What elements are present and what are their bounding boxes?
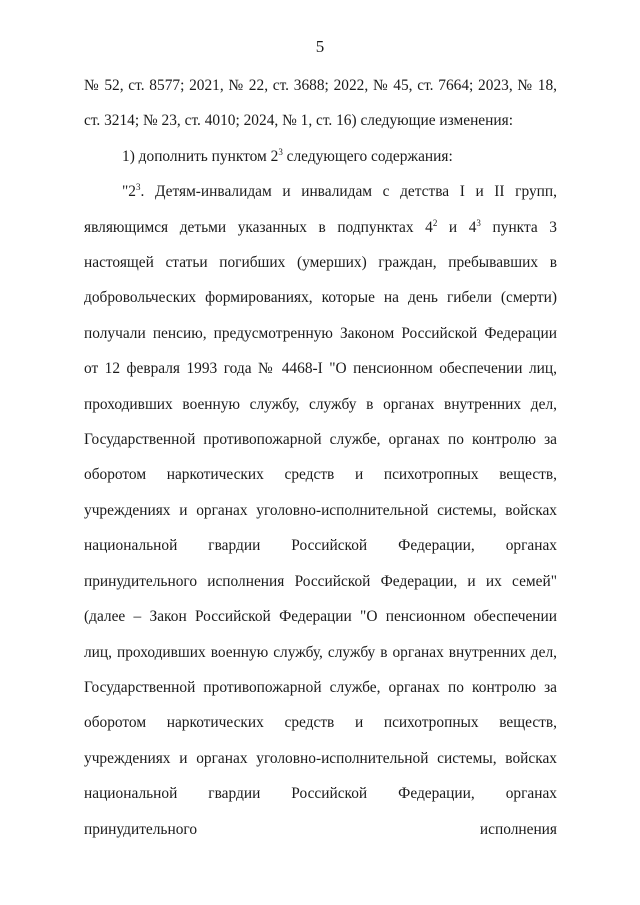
text-run: "2 <box>122 183 136 201</box>
superscript-index: 3 <box>135 182 141 193</box>
superscript-index: 2 <box>432 217 438 228</box>
text-run: . Детям-инвалидам и инвалидам с детства I и II групп, являющимся детьми указанных в подпунктах 4 <box>84 183 557 236</box>
document-body <box>84 68 557 847</box>
text-run: 1) дополнить пунктом 2 <box>122 147 279 165</box>
text-run: № 52, ст. 8577; 2021, № 22, ст. 3688; 2022, № 45, ст. 7664; 2023, № 18, ст. 3214; № 23, ст. 4010; 2024, № 1, ст. 16) следующие изменения: <box>84 77 557 130</box>
paragraph-continuation <box>84 68 557 139</box>
superscript-index: 3 <box>476 217 481 228</box>
text-run: и 4 <box>437 218 477 236</box>
text-run: следующего содержания: <box>282 147 453 165</box>
paragraph-amendment-text <box>84 174 557 847</box>
page-number: 5 <box>315 37 325 56</box>
text-run: пункта 3 настоящей статьи погибших (умерших) граждан, пребывавших в добровольческих формированиях, которые на день гибели (смерти) получали пенсию, предусмотренную Законом Российской Федерации от 12 февраля 1993 года № 4468-I "О пенсионном обеспечении лиц, проходивших военную службу, службу в органах внутренних дел, Государственной противопожарной службе, органах по контролю за оборотом наркотических средств и психотропных веществ, учреждениях и органах уголовно-исполнительной системы, войсках национальной гвардии Российской Федерации, органах принудительного исполнения Российской Федерации, и их семей" (далее – Закон Российской Федерации "О пенсионном обеспечении лиц, проходивших военную службу, службу в органах внутренних дел, Государственной противопожарной службе, органах по контролю за оборотом наркотических средств и психотропных веществ, учреждениях и органах уголовно-исполнительной системы, войсках национальной гвардии Российской Федерации, органах принудительного исполнения <box>84 218 557 838</box>
paragraph-amendment-intro <box>84 139 557 174</box>
superscript-index: 3 <box>278 146 283 157</box>
